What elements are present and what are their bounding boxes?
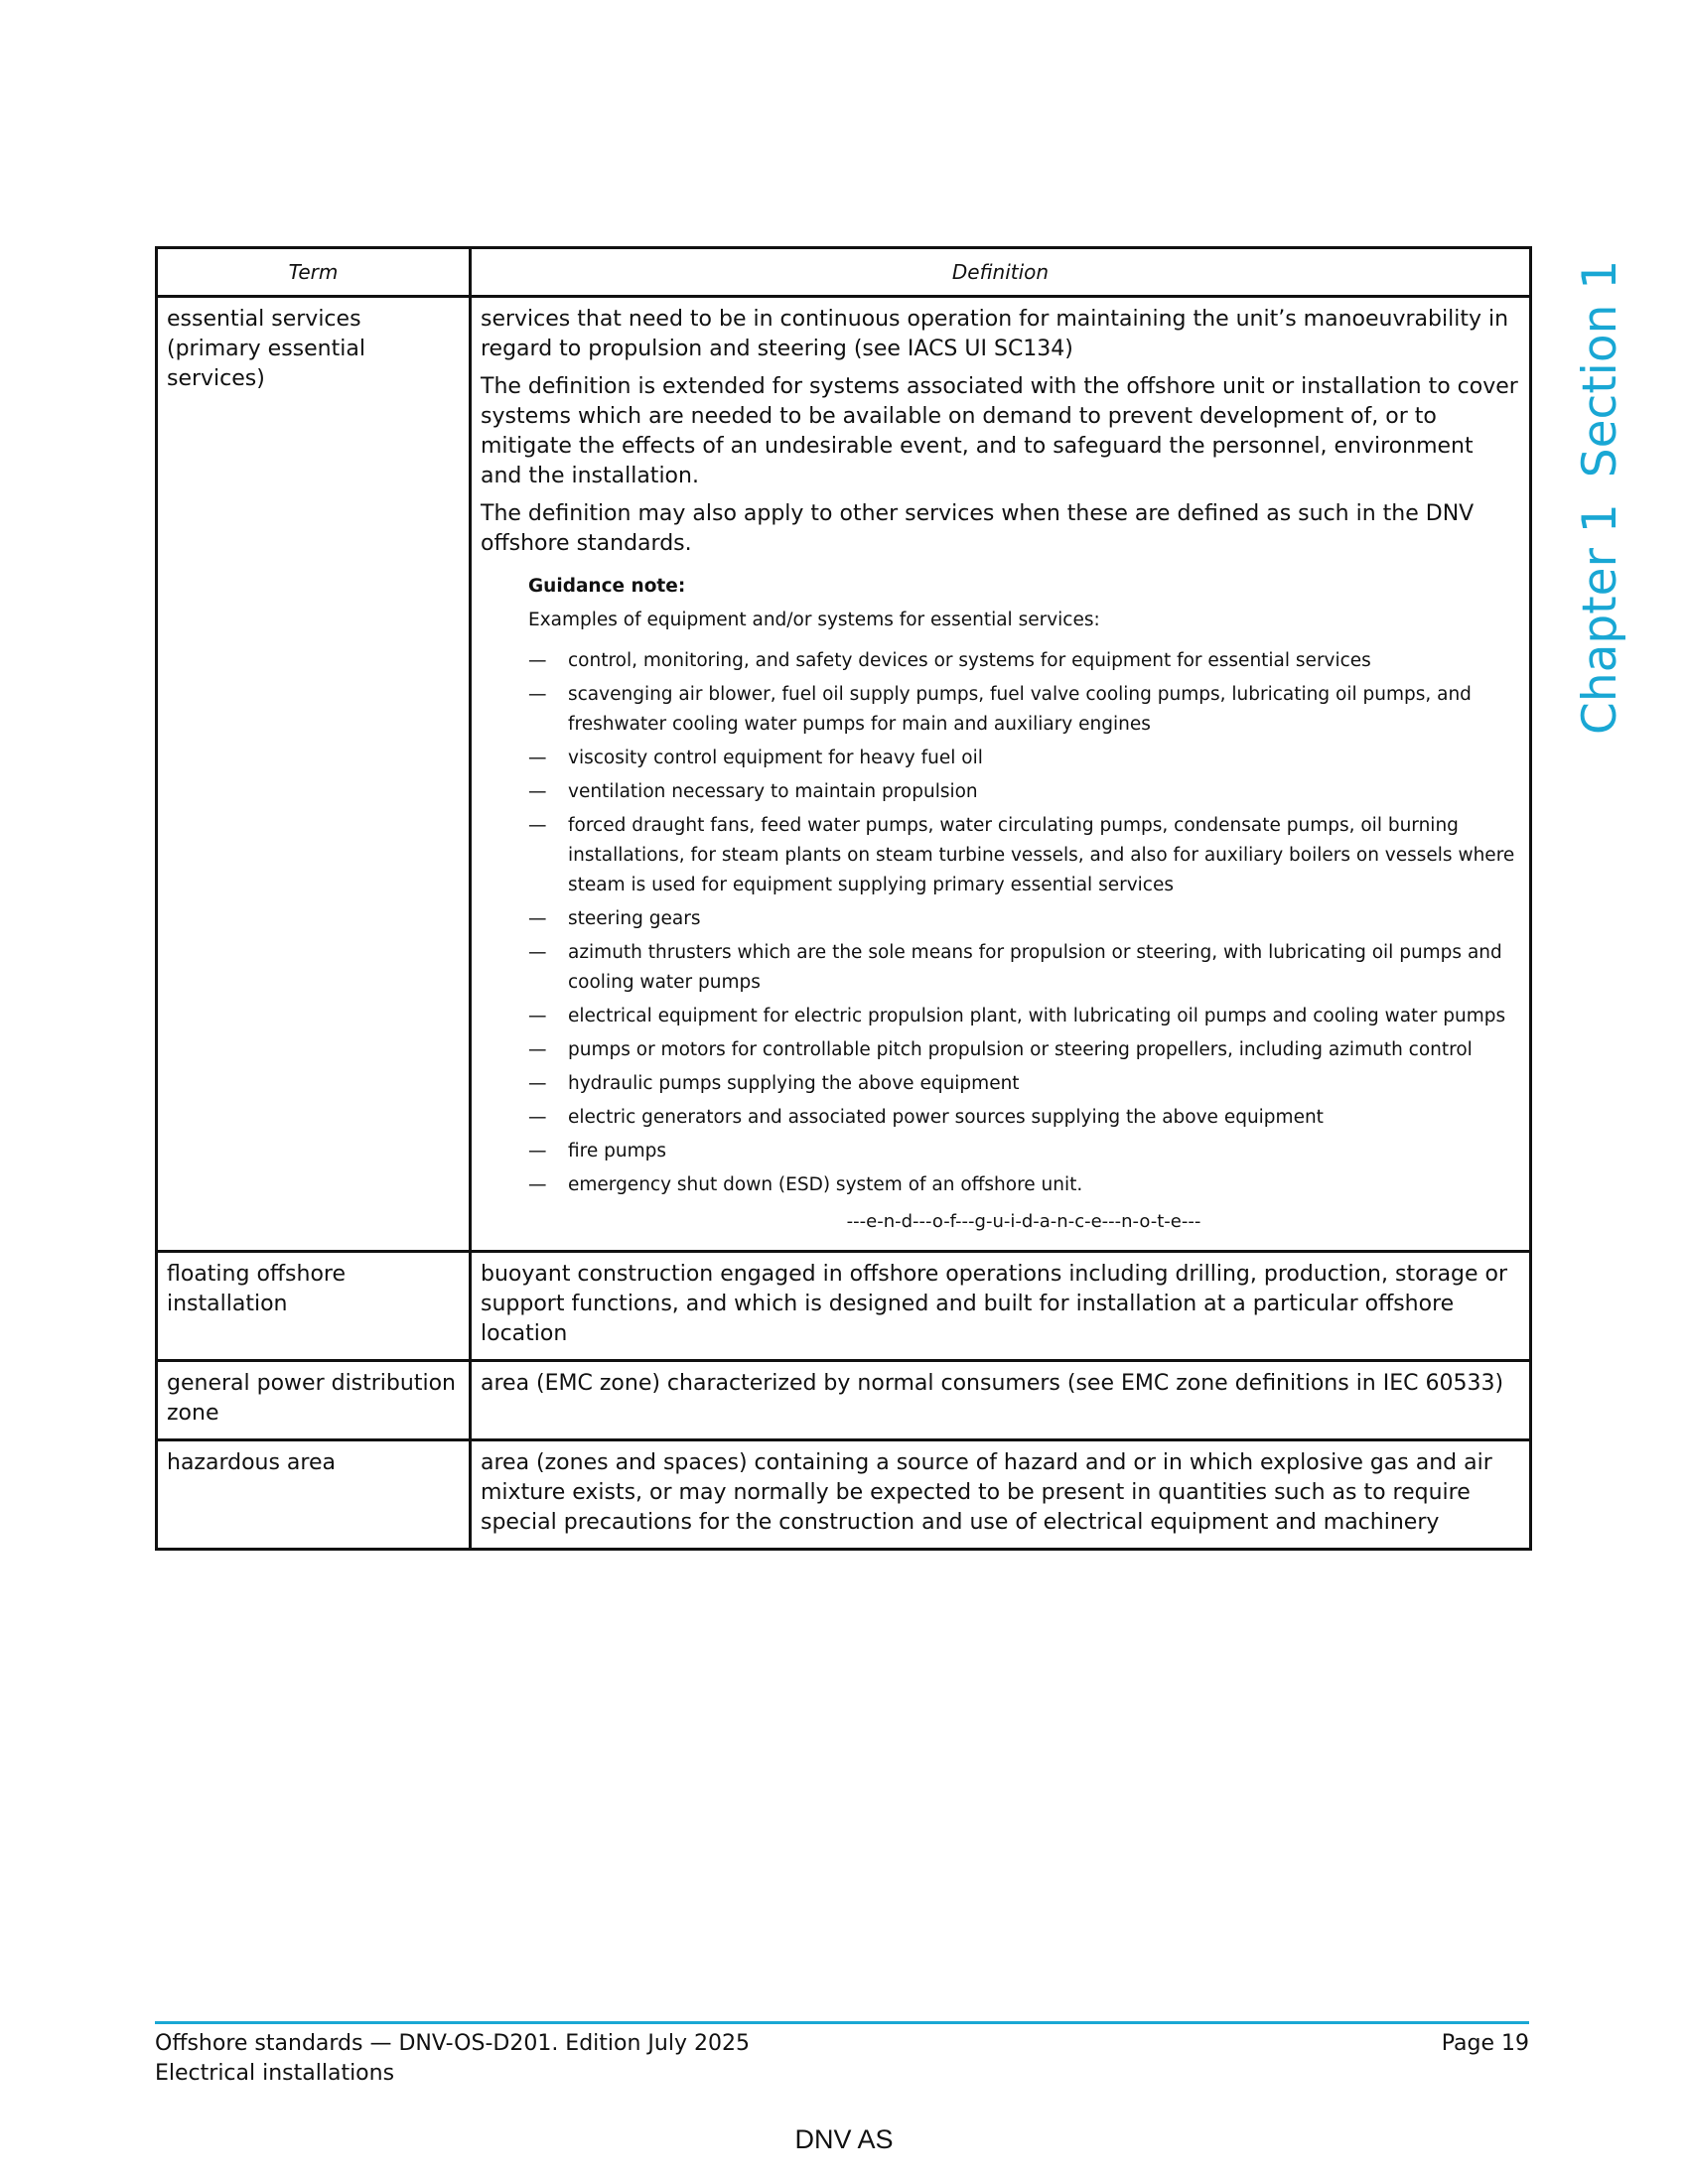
guidance-note-end-marker: ---e-n-d---o-f---g-u-i-d-a-n-c-e---n-o-t-e--- (846, 1211, 1201, 1232)
dash-bullet: — (528, 815, 547, 836)
footer-divider (155, 2021, 1529, 2024)
list-item-text: viscosity control equipment for heavy fuel oil (568, 748, 983, 768)
term-cell: floating offshore installation (157, 1252, 471, 1361)
dash-bullet: — (528, 1006, 547, 1026)
list-item (528, 1103, 1519, 1133)
list-item-text: scavenging air blower, fuel oil supply pumps, fuel valve cooling pumps, lubricating oil pumps, and freshwater cooling water pumps for main and auxiliary engines (568, 684, 1472, 735)
page-number: Page 19 (1441, 2031, 1529, 2056)
list-item (528, 1002, 1519, 1031)
dash-bullet: — (528, 908, 547, 929)
company-name: DNV AS (794, 2124, 894, 2154)
dash-bullet: — (528, 1107, 547, 1128)
footer-standard: Offshore standards — DNV-OS-D201. Edition July 2025 (155, 2031, 750, 2056)
chapter-section-tab (1571, 259, 1630, 735)
guidance-list (528, 646, 1519, 1200)
definition-cell (471, 1361, 1531, 1440)
definition-paragraph: area (EMC zone) characterized by normal consumers (see EMC zone definitions in IEC 60533) (481, 1371, 1504, 1396)
guidance-note-title: Guidance note: (528, 576, 686, 597)
list-item-text: control, monitoring, and safety devices or systems for equipment for essential services (568, 650, 1371, 671)
list-item-text: fire pumps (568, 1141, 666, 1161)
list-item-text: ventilation necessary to maintain propulsion (568, 781, 978, 802)
list-item-text: electrical equipment for electric propulsion plant, with lubricating oil pumps and cooling water pumps (568, 1006, 1506, 1026)
definition-paragraph: area (zones and spaces) containing a source of hazard and or in which explosive gas and air mixture exists, or may normally be expected to be present in quantities such as to require special precautions for the construction and use of electrical equipment and machinery (481, 1450, 1492, 1535)
dash-bullet: — (528, 1174, 547, 1195)
dash-bullet: — (528, 684, 547, 705)
table-row (157, 1440, 1531, 1550)
list-item-text: electric generators and associated power sources supplying the above equipment (568, 1107, 1324, 1128)
list-item-text: pumps or motors for controllable pitch propulsion or steering propellers, including azimuth control (568, 1039, 1473, 1060)
dash-bullet: — (528, 748, 547, 768)
definition-paragraph: The definition is extended for systems associated with the offshore unit or installation to cover systems which are needed to be available on demand to prevent development of, or to mitigate the effects of an undesirable event, and to safeguard the personnel, environment and the installation. (481, 374, 1518, 488)
table-row (157, 1361, 1531, 1440)
dash-bullet: — (528, 650, 547, 671)
list-item-text: emergency shut down (ESD) system of an offshore unit. (568, 1174, 1083, 1195)
chapter-label: Chapter 1 (1573, 503, 1627, 735)
list-item-text: steering gears (568, 908, 701, 929)
list-item (528, 1069, 1519, 1099)
list-item (528, 680, 1519, 740)
definition-cell (471, 297, 1531, 1252)
term-cell: general power distribution zone (157, 1361, 471, 1440)
dash-bullet: — (528, 1039, 547, 1060)
list-item (528, 1137, 1519, 1166)
definition-cell (471, 1440, 1531, 1550)
footer-document-info (155, 2029, 750, 2089)
dash-bullet: — (528, 781, 547, 802)
list-item (528, 938, 1519, 998)
term-column-header: Term (157, 248, 471, 297)
guidance-note (528, 573, 1519, 1236)
definition-cell (471, 1252, 1531, 1361)
dash-bullet: — (528, 942, 547, 963)
list-item (528, 1035, 1519, 1065)
list-item-text: azimuth thrusters which are the sole means for propulsion or steering, with lubricating oil pumps and cooling water pumps (568, 942, 1502, 993)
list-item (528, 904, 1519, 934)
list-item (528, 811, 1519, 900)
definition-paragraph: buoyant construction engaged in offshore operations including drilling, production, storage or support functions, and which is designed and built for installation at a particular offshore location (481, 1262, 1508, 1346)
table-row (157, 1252, 1531, 1361)
dash-bullet: — (528, 1141, 547, 1161)
definition-paragraph: services that need to be in continuous operation for maintaining the unit’s manoeuvrability in regard to propulsion and steering (see IACS UI SC134) (481, 307, 1509, 361)
footer-title: Electrical installations (155, 2061, 395, 2086)
list-item-text: hydraulic pumps supplying the above equipment (568, 1073, 1020, 1094)
section-label: Section 1 (1573, 259, 1627, 478)
term-cell: hazardous area (157, 1440, 471, 1550)
term-cell: essential services (primary essential services) (157, 297, 471, 1252)
table-header-row (157, 248, 1531, 297)
table-row (157, 297, 1531, 1252)
list-item (528, 646, 1519, 676)
list-item (528, 744, 1519, 773)
list-item-text: forced draught fans, feed water pumps, water circulating pumps, condensate pumps, oil burning installations, for steam plants on steam turbine vessels, and also for auxiliary boilers on vessels where steam is used for equipment supplying primary essential services (568, 815, 1515, 895)
definition-column-header: Definition (471, 248, 1531, 297)
definition-paragraph: The definition may also apply to other services when these are defined as such in the DNV offshore standards. (481, 501, 1475, 556)
list-item (528, 1170, 1519, 1200)
definitions-table (155, 246, 1532, 1551)
guidance-note-intro: Examples of equipment and/or systems for essential services: (528, 610, 1100, 630)
list-item (528, 777, 1519, 807)
dash-bullet: — (528, 1073, 547, 1094)
